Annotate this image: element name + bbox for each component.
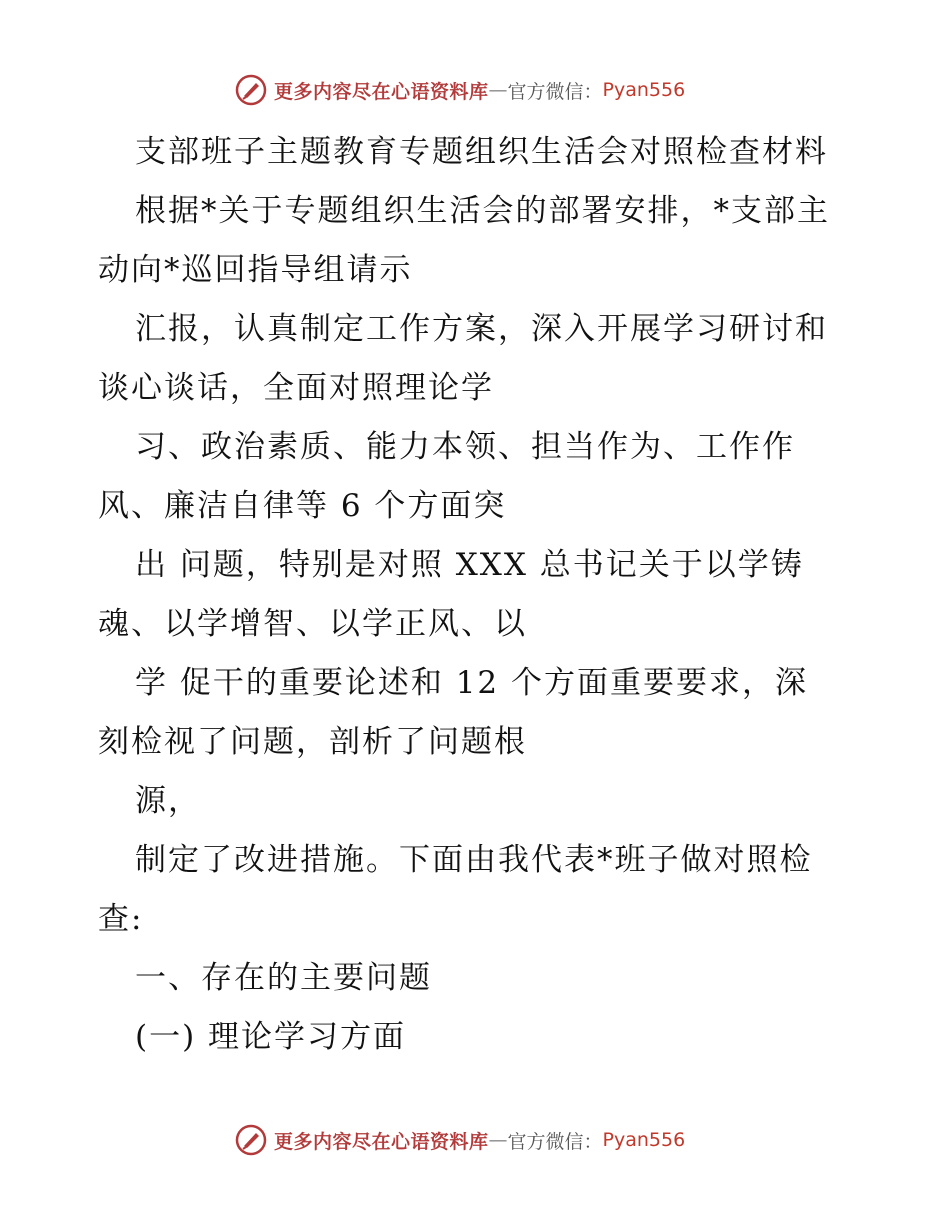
doc-line: 源， [135,783,201,819]
brand-logo-icon [234,73,268,107]
banner-main-text: 更多内容尽在心语资料库 [274,80,489,103]
doc-line: 出 问题，特别是对照 XXX 总书记关于以学铸 [135,547,804,583]
doc-line: 动向*巡回指导组请示 [98,252,413,288]
banner-wechat-label: 官方微信： [507,80,603,103]
brand-logo-icon [234,1123,268,1157]
banner-wechat-label: 官方微信： [507,1130,603,1153]
doc-section-heading: 一、存在的主要问题 [135,960,432,996]
banner-wechat-id: Pyan556 [602,1129,686,1151]
footer-watermark-banner [234,1122,685,1158]
doc-line: 习、政治素质、能力本领、担当作为、工作作 [135,429,795,465]
doc-line: 制定了改进措施。下面由我代表*班子做对照检 [135,842,813,878]
doc-line: 魂、以学增智、以学正风、以 [98,606,527,642]
doc-line: 刻检视了问题，剖析了问题根 [98,724,527,760]
doc-line: 汇报，认真制定工作方案，深入开展学习研讨和 [135,311,828,347]
doc-line: 根据*关于专题组织生活会的部署安排，*支部主 [135,193,830,229]
doc-line: 谈心谈话，全面对照理论学 [98,370,494,406]
banner-wechat-id: Pyan556 [602,79,686,101]
banner-separator: — [488,79,508,101]
doc-subsection-heading: (一) 理论学习方面 [135,1019,407,1055]
doc-line: 学 促干的重要论述和 12 个方面重要要求，深 [135,665,809,701]
doc-line-title: 支部班子主题教育专题组织生活会对照检查材料 [135,134,828,170]
header-watermark-banner [234,72,685,108]
doc-line: 查: [98,901,144,937]
document-body [98,123,858,1067]
banner-main-text: 更多内容尽在心语资料库 [274,1130,489,1153]
banner-separator: — [488,1129,508,1151]
doc-line: 风、廉洁自律等 6 个方面突 [98,488,507,524]
